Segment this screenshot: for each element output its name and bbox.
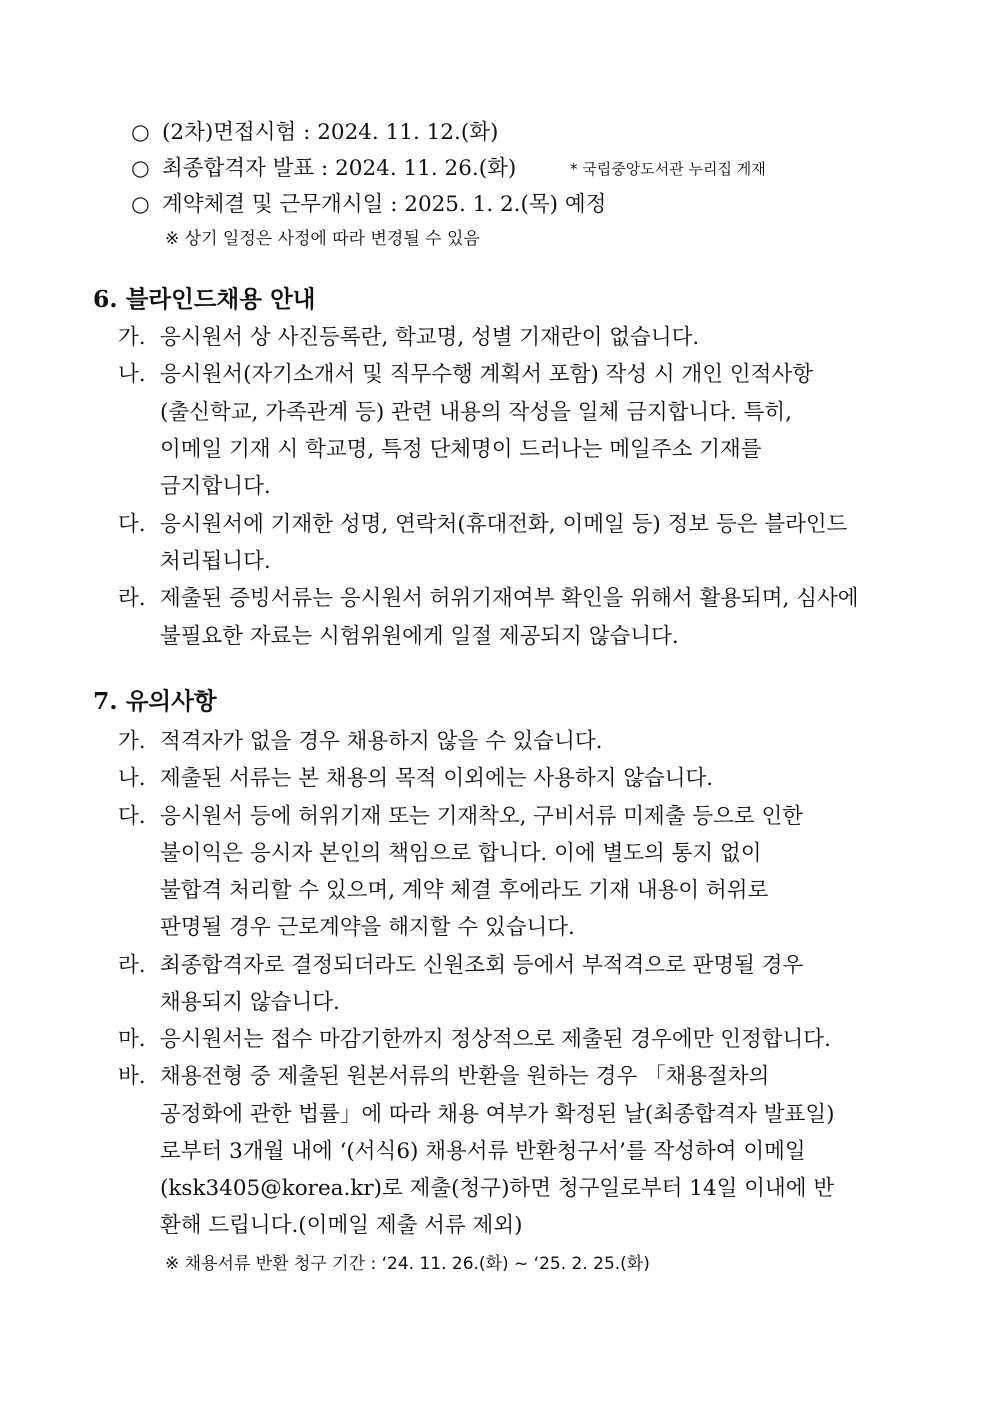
section7-item-da-line: 판명될 경우 근로계약을 해지할 수 있습니다. [160, 915, 575, 940]
item-marker: 나. [118, 362, 146, 387]
section6-item-na-line: 이메일 기재 시 학교명, 특정 단체명이 드러나는 메일주소 기재를 [160, 437, 762, 462]
section7-item-ra-line: 채용되지 않습니다. [160, 990, 340, 1015]
section7-item-ba-line: 로부터 3개월 내에 ‘(서식6) 채용서류 반환청구서’를 작성하여 이메일 [160, 1139, 806, 1164]
section7-item-ba-line: 채용전형 중 제출된 원본서류의 반환을 원하는 경우 「채용절차의 [160, 1064, 770, 1089]
bullet-marker: ○ [131, 156, 150, 181]
section6-item-ra-line: 제출된 증빙서류는 응시원서 허위기재여부 확인을 위해서 활용되며, 심사에 [160, 586, 859, 611]
section7-item-ma-line: 응시원서는 접수 마감기한까지 정상적으로 제출된 경우에만 인정합니다. [160, 1027, 831, 1052]
item-marker: 바. [118, 1064, 146, 1089]
item-marker: 라. [118, 953, 146, 978]
bullet-marker: ○ [131, 192, 150, 217]
schedule-final-announcement: 최종합격자 발표 : 2024. 11. 26.(화) [162, 156, 517, 181]
section6-title: 6. 블라인드채용 안내 [93, 285, 316, 313]
bullet-marker: ○ [131, 120, 150, 145]
item-marker: 나. [118, 766, 146, 791]
item-marker: 가. [118, 325, 146, 350]
schedule-contract-start: 계약체결 및 근무개시일 : 2025. 1. 2.(목) 예정 [162, 192, 607, 217]
section7-item-ga-line: 적격자가 없을 경우 채용하지 않을 수 있습니다. [160, 729, 603, 754]
item-marker: 가. [118, 729, 146, 754]
section6-item-na-line: (출신학교, 가족관계 등) 관련 내용의 작성을 일체 금지합니다. 특히, [160, 400, 792, 425]
section7-item-ra-line: 최종합격자로 결정되더라도 신원조회 등에서 부적격으로 판명될 경우 [160, 953, 804, 978]
item-marker: 마. [118, 1027, 146, 1052]
section7-item-ba-line: 환해 드립니다.(이메일 제출 서류 제외) [160, 1213, 523, 1238]
section6-item-ra-line: 불필요한 자료는 시험위원에게 일절 제공되지 않습니다. [160, 624, 679, 649]
section7-item-da-line: 응시원서 등에 허위기재 또는 기재착오, 구비서류 미제출 등으로 인한 [160, 804, 804, 829]
section6-item-na-line: 응시원서(자기소개서 및 직무수행 계획서 포함) 작성 시 개인 인적사항 [160, 362, 813, 387]
section6-item-ga-line: 응시원서 상 사진등록란, 학교명, 성별 기재란이 없습니다. [160, 325, 700, 350]
section7-item-da-line: 불이익은 응시자 본인의 책임으로 합니다. 이에 별도의 통지 없이 [160, 841, 762, 866]
section7-item-ba-line: (ksk3405@korea.kr)로 제출(청구)하면 청구일로부터 14일 이내에 반 [160, 1176, 835, 1201]
item-marker: 다. [118, 804, 146, 829]
section7-item-na-line: 제출된 서류는 본 채용의 목적 이외에는 사용하지 않습니다. [160, 766, 714, 791]
section7-title: 7. 유의사항 [93, 687, 217, 715]
schedule-interview: (2차)면접시험 : 2024. 11. 12.(화) [162, 120, 499, 145]
schedule-note: ※ 상기 일정은 사정에 따라 변경될 수 있음 [165, 229, 480, 249]
section7-note: ※ 채용서류 반환 청구 기간 : ‘24. 11. 26.(화) ~ ‘25. 2. 25.(화) [165, 1254, 650, 1274]
section7-item-da-line: 불합격 처리할 수 있으며, 계약 체결 후에라도 기재 내용이 허위로 [160, 878, 769, 903]
section6-item-na-line: 금지합니다. [160, 474, 271, 499]
item-marker: 다. [118, 512, 146, 537]
section6-item-da-line: 처리됩니다. [160, 549, 271, 574]
section7-item-ba-line: 공정화에 관한 법률」에 따라 채용 여부가 확정된 날(최종합격자 발표일) [160, 1102, 835, 1127]
section6-item-da-line: 응시원서에 기재한 성명, 연락처(휴대전화, 이메일 등) 정보 등은 블라인드 [160, 512, 848, 537]
schedule-final-announcement-note: * 국립중앙도서관 누리집 게재 [570, 160, 766, 178]
item-marker: 라. [118, 586, 146, 611]
